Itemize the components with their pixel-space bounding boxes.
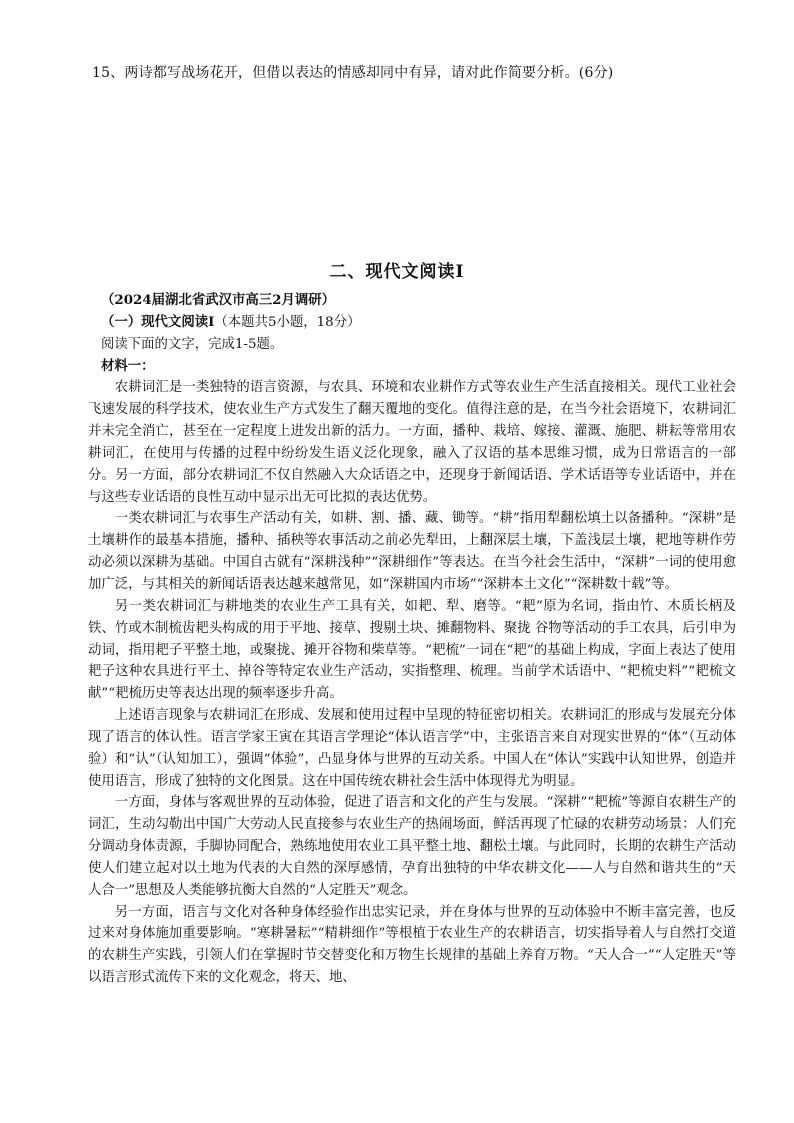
material-label: 材料一： (101, 357, 155, 374)
paragraph: 另一类农耕词汇与耕地类的农业生产工具有关，如耙、犁、磨等。“耙”原为名词，指由竹、木质长柄及铁、竹或木制梳齿耙头构成的用于平地、接草、搜剔土块、摊翻物料、聚拢 谷物等活动的手工农具，后引申为动词，指用耙子平整土地，或聚拢、摊开谷物和柴草等。“耙梳”一词在“耙”的基础上构成，字面上表达了使用耙子这种农具进行平土、掉谷等特定农业生产活动，实指整理、梳理。当前学术话语中、“耙梳史料”“耙梳文献”“耙梳历史等表达出现的频率逐步升高。 (88, 598, 736, 702)
question-15: 15、两诗都写战场花开，但借以表达的情感却同中有异，请对此作简要分析。(6分) (92, 65, 614, 81)
instruction: 阅读下面的文字，完成1-5题。 (101, 336, 284, 352)
sub-heading-title: （一）现代文阅读Ⅰ (101, 313, 215, 330)
sub-heading (88, 312, 736, 334)
exam-source: （2024届湖北省武汉市高三2月调研） (101, 292, 336, 308)
paragraph: 一类农耕词汇与农事生产活动有关，如耕、割、播、藏、锄等。“耕”指用犁翻松填土以备播种。“深耕”是土壤耕作的最基本措施，播种、插秧等农事活动之前必先犁田，上翻深层土壤，下盖浅层土壤，耙地等耕作劳动必须以深耕为基础。中国自古就有“深耕浅种”“深耕细作”等表达。在当今社会生活中，“深耕”一词的使用愈加广泛，与其相关的新闻话语表达越来越常见，如“深耕国内市场”“深耕本土文化”“深耕数十载”等。 (88, 511, 736, 592)
paragraph: 农耕词汇是一类独特的语言资源，与农具、环境和农业耕作方式等农业生产生活直接相关。现代工业社会飞速发展的科学技术，使农业生产方式发生了翻天覆地的变化。值得注意的是，在当今社会语境下，农耕词汇并未完全消亡，甚至在一定程度上进发出新的活力。一方面，播种、栽培、嫁接、灌溉、施肥、耕耘等常用农耕词汇，在使用与传播的过程中纷纷发生语义泛化现象，融入了汉语的基本思维习惯，成为日常语言的一部分。另一方面，部分农耕词汇不仅自然融入大众话语之中，还现身于新闻话语、学术话语等专业话语中，并在与这些专业话语的良性互动中显示出无可比拟的表达优势。 (88, 380, 736, 505)
paragraph: 一方面，身体与客观世界的互动体验，促进了语言和文化的产生与发展。“深耕”“耙梳”等源自农耕生产的词汇，生动勾勒出中国广大劳动人民直接参与农业生产的热闹场面，鲜活再现了忙碌的农耕劳动场景：人们充分调动身体责源，手脚协同配合，熟练地使用农业工具平整土地、翻松土壤。与此同时，长期的农耕生产活动使人们建立起对以土地为代表的大自然的深厚感情，孕育出独特的中华农耕文化——人与自然和谐共生的“天人合一”思想及人类能够抗衡大自然的“人定胜天”观念。 (88, 795, 736, 898)
reading-body (88, 290, 736, 989)
section-title: 二、现代文阅读Ⅰ (329, 262, 465, 282)
sub-heading-score: （本题共5小题，18分） (214, 314, 361, 330)
paragraph: 另一方面，语言与文化对各种身体经验作出忠实记录，并在身体与世界的互动体验中不断丰富完善，也反过来对身体施加重要影响。“寒耕暑耘”“精耕细作”等根植于农业生产的农耕语言，切实指导着人与自然打交道的农耕生产实践，引领人们在掌握时节交替变化和万物生长规律的基础上养育万物。“天人合一”“人定胜天”等以语言形式流传下来的文化观念，将天、地、 (88, 904, 736, 986)
paragraph: 上述语言现象与农耕词汇在形成、发展和使用过程中呈现的特征密切相关。农耕词汇的形成与发展充分体现了语言的体认性。语言学家王寅在其语言学理论“体认语言学”中，主张语言来自对现实世界的“体”（互动体验）和“认”（认知加工），强调“体验”，凸显身体与世界的互动关系。中国人在“体认”实践中认知世界，创造并使用语言，形成了独特的文化图景。这在中国传统农耕社会生活中体现得尤为明显。 (88, 708, 736, 789)
